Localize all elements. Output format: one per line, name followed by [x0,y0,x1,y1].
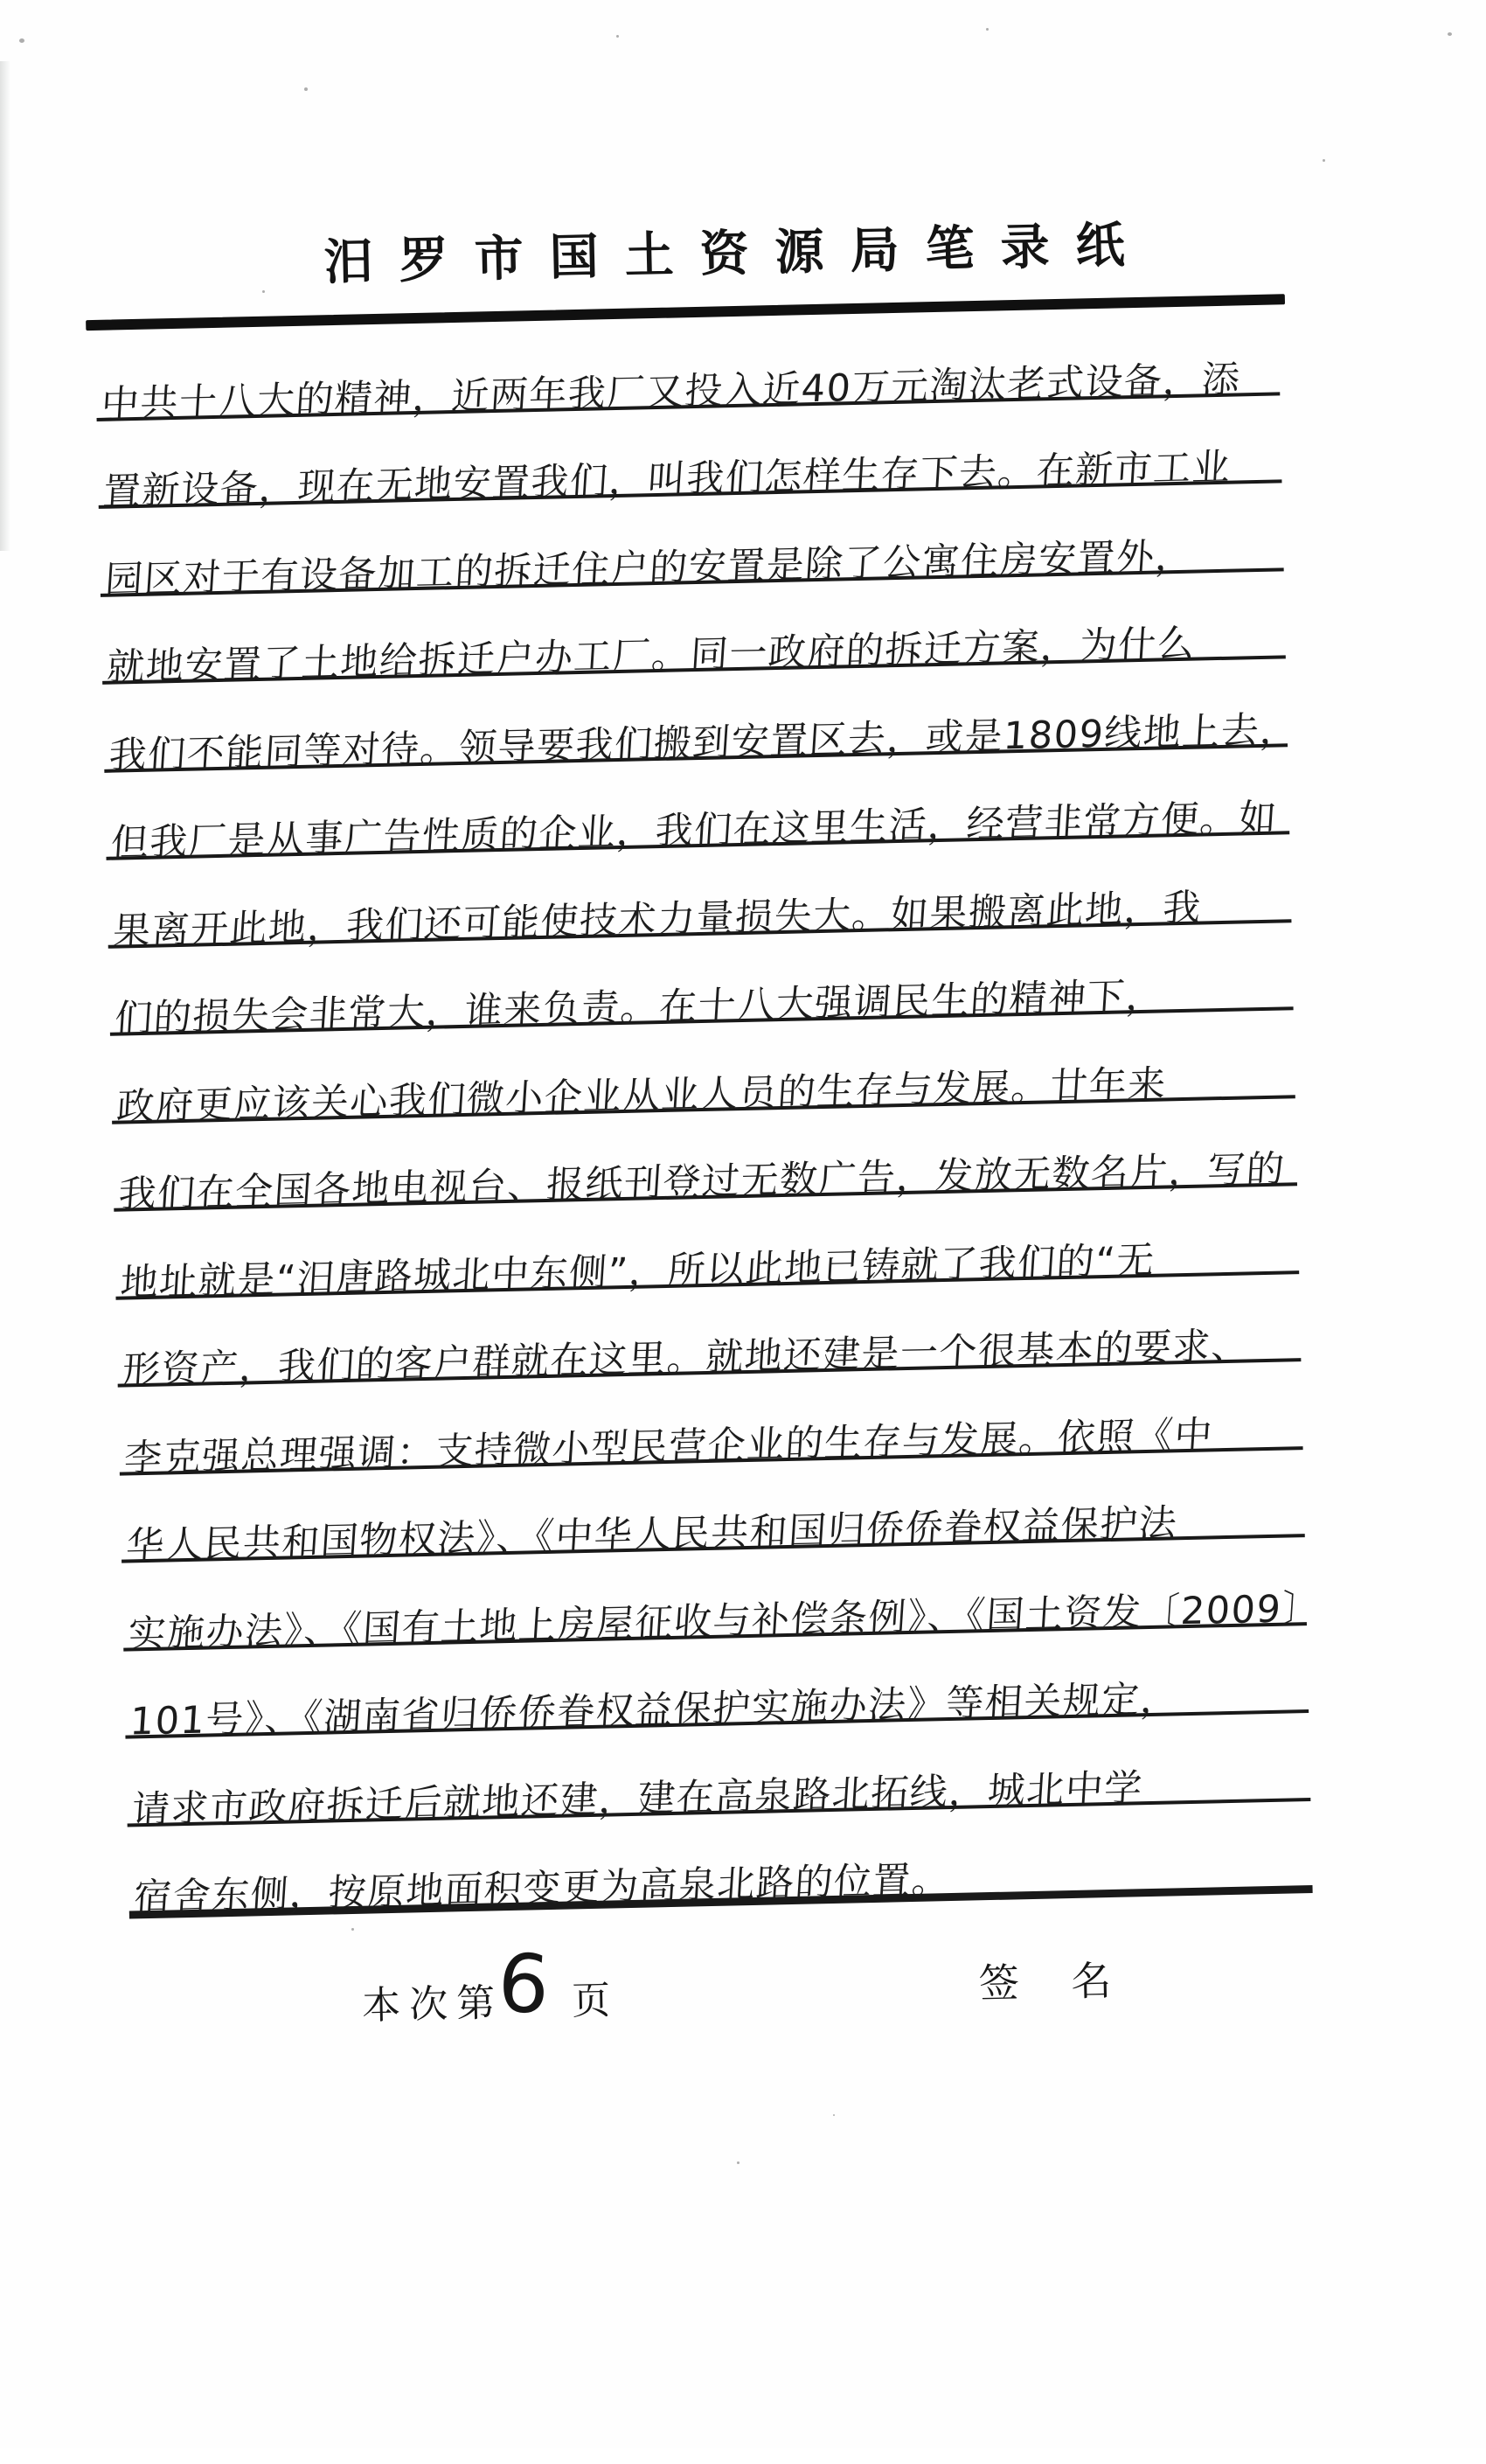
scan-noise-speck [1448,32,1452,36]
scan-noise-speck [262,290,265,293]
handwritten-text-line: 我们不能同等对待。领导要我们搬到安置区去，或是1809线地上去， [108,707,1301,778]
handwritten-text-line: 就地安置了土地给拆迁户办工厂。同一政府的拆迁方案，为什么 [105,622,1198,691]
handwritten-text-line: 置新设备，现在无地安置我们，叫我们怎样生存下去。在新市工业 [101,446,1233,515]
handwritten-text-line: 果离开此地，我们还可能使技术力量损失大。如果搬离此地，我 [111,886,1204,954]
scan-noise-speck [616,35,619,38]
handwritten-text-line: 地址就是“汨唐路城北中东侧”，所以此地已铸就了我们的“无 [119,1238,1157,1305]
scan-noise-speck [304,87,308,91]
scan-noise-speck [19,38,24,43]
handwritten-text-line: 园区对于有设备加工的拆迁住户的安置是除了公寓住房安置外， [103,534,1196,602]
handwritten-text-line: 李克强总理强调：支持微小型民营企业的生存与发展。依照《中 [122,1412,1215,1481]
page-title: 汨罗市国土资源局笔录纸 [323,218,1152,291]
scan-noise-speck [986,28,989,31]
page-count-prefix: 本次第 [361,1981,504,2028]
scan-noise-speck [737,2161,740,2164]
handwritten-text-line: 宿舍东侧，按原地面积变更为高泉北路的位置。 [132,1857,953,1920]
handwritten-page-number: 6 [495,1935,552,2033]
handwritten-text-line: 们的损失会非常大，谁来负责。在十八大强调民生的精神下， [113,974,1167,1041]
scan-noise-speck [833,2114,835,2116]
handwritten-text-line: 政府更应该关心我们微小企业从业人员的生存与发展。廿年来 [115,1062,1169,1130]
scan-noise-speck [351,1928,354,1931]
handwritten-text-line: 101号》、《湖南省归侨侨眷权益保护实施办法》等相关规定， [128,1677,1181,1744]
handwritten-text-line: 华人民共和国物权法》、《中华人民共和国归侨侨眷权益保护法 [124,1501,1179,1569]
handwritten-text-line: 请求市政府拆迁后就地还建，建在高泉路北拓线，城北中学 [130,1765,1145,1832]
handwritten-text-line: 但我厂是从事广告性质的企业，我们在这里生活，经营非常方便。如 [109,796,1280,867]
signature-label: 签 名 [978,1958,1133,2007]
handwritten-text-line: 中共十八大的精神，近两年我厂又投入近40万元淘汰老式设备，添 [100,358,1242,427]
handwritten-text-line: 形资产，我们的客户群就在这里。就地还建是一个很基本的要求、 [121,1324,1252,1393]
scan-noise-speck [1323,159,1325,162]
handwritten-text-line: 实施办法》、《国有土地上房屋征收与补偿条例》、《国土资发〔2009〕 [126,1586,1323,1657]
page-count-suffix: 页 [571,1979,611,2023]
handwritten-text-line: 我们在全国各地电视台、报纸刊登过无数广告，发放无数名片，写的 [116,1147,1287,1217]
